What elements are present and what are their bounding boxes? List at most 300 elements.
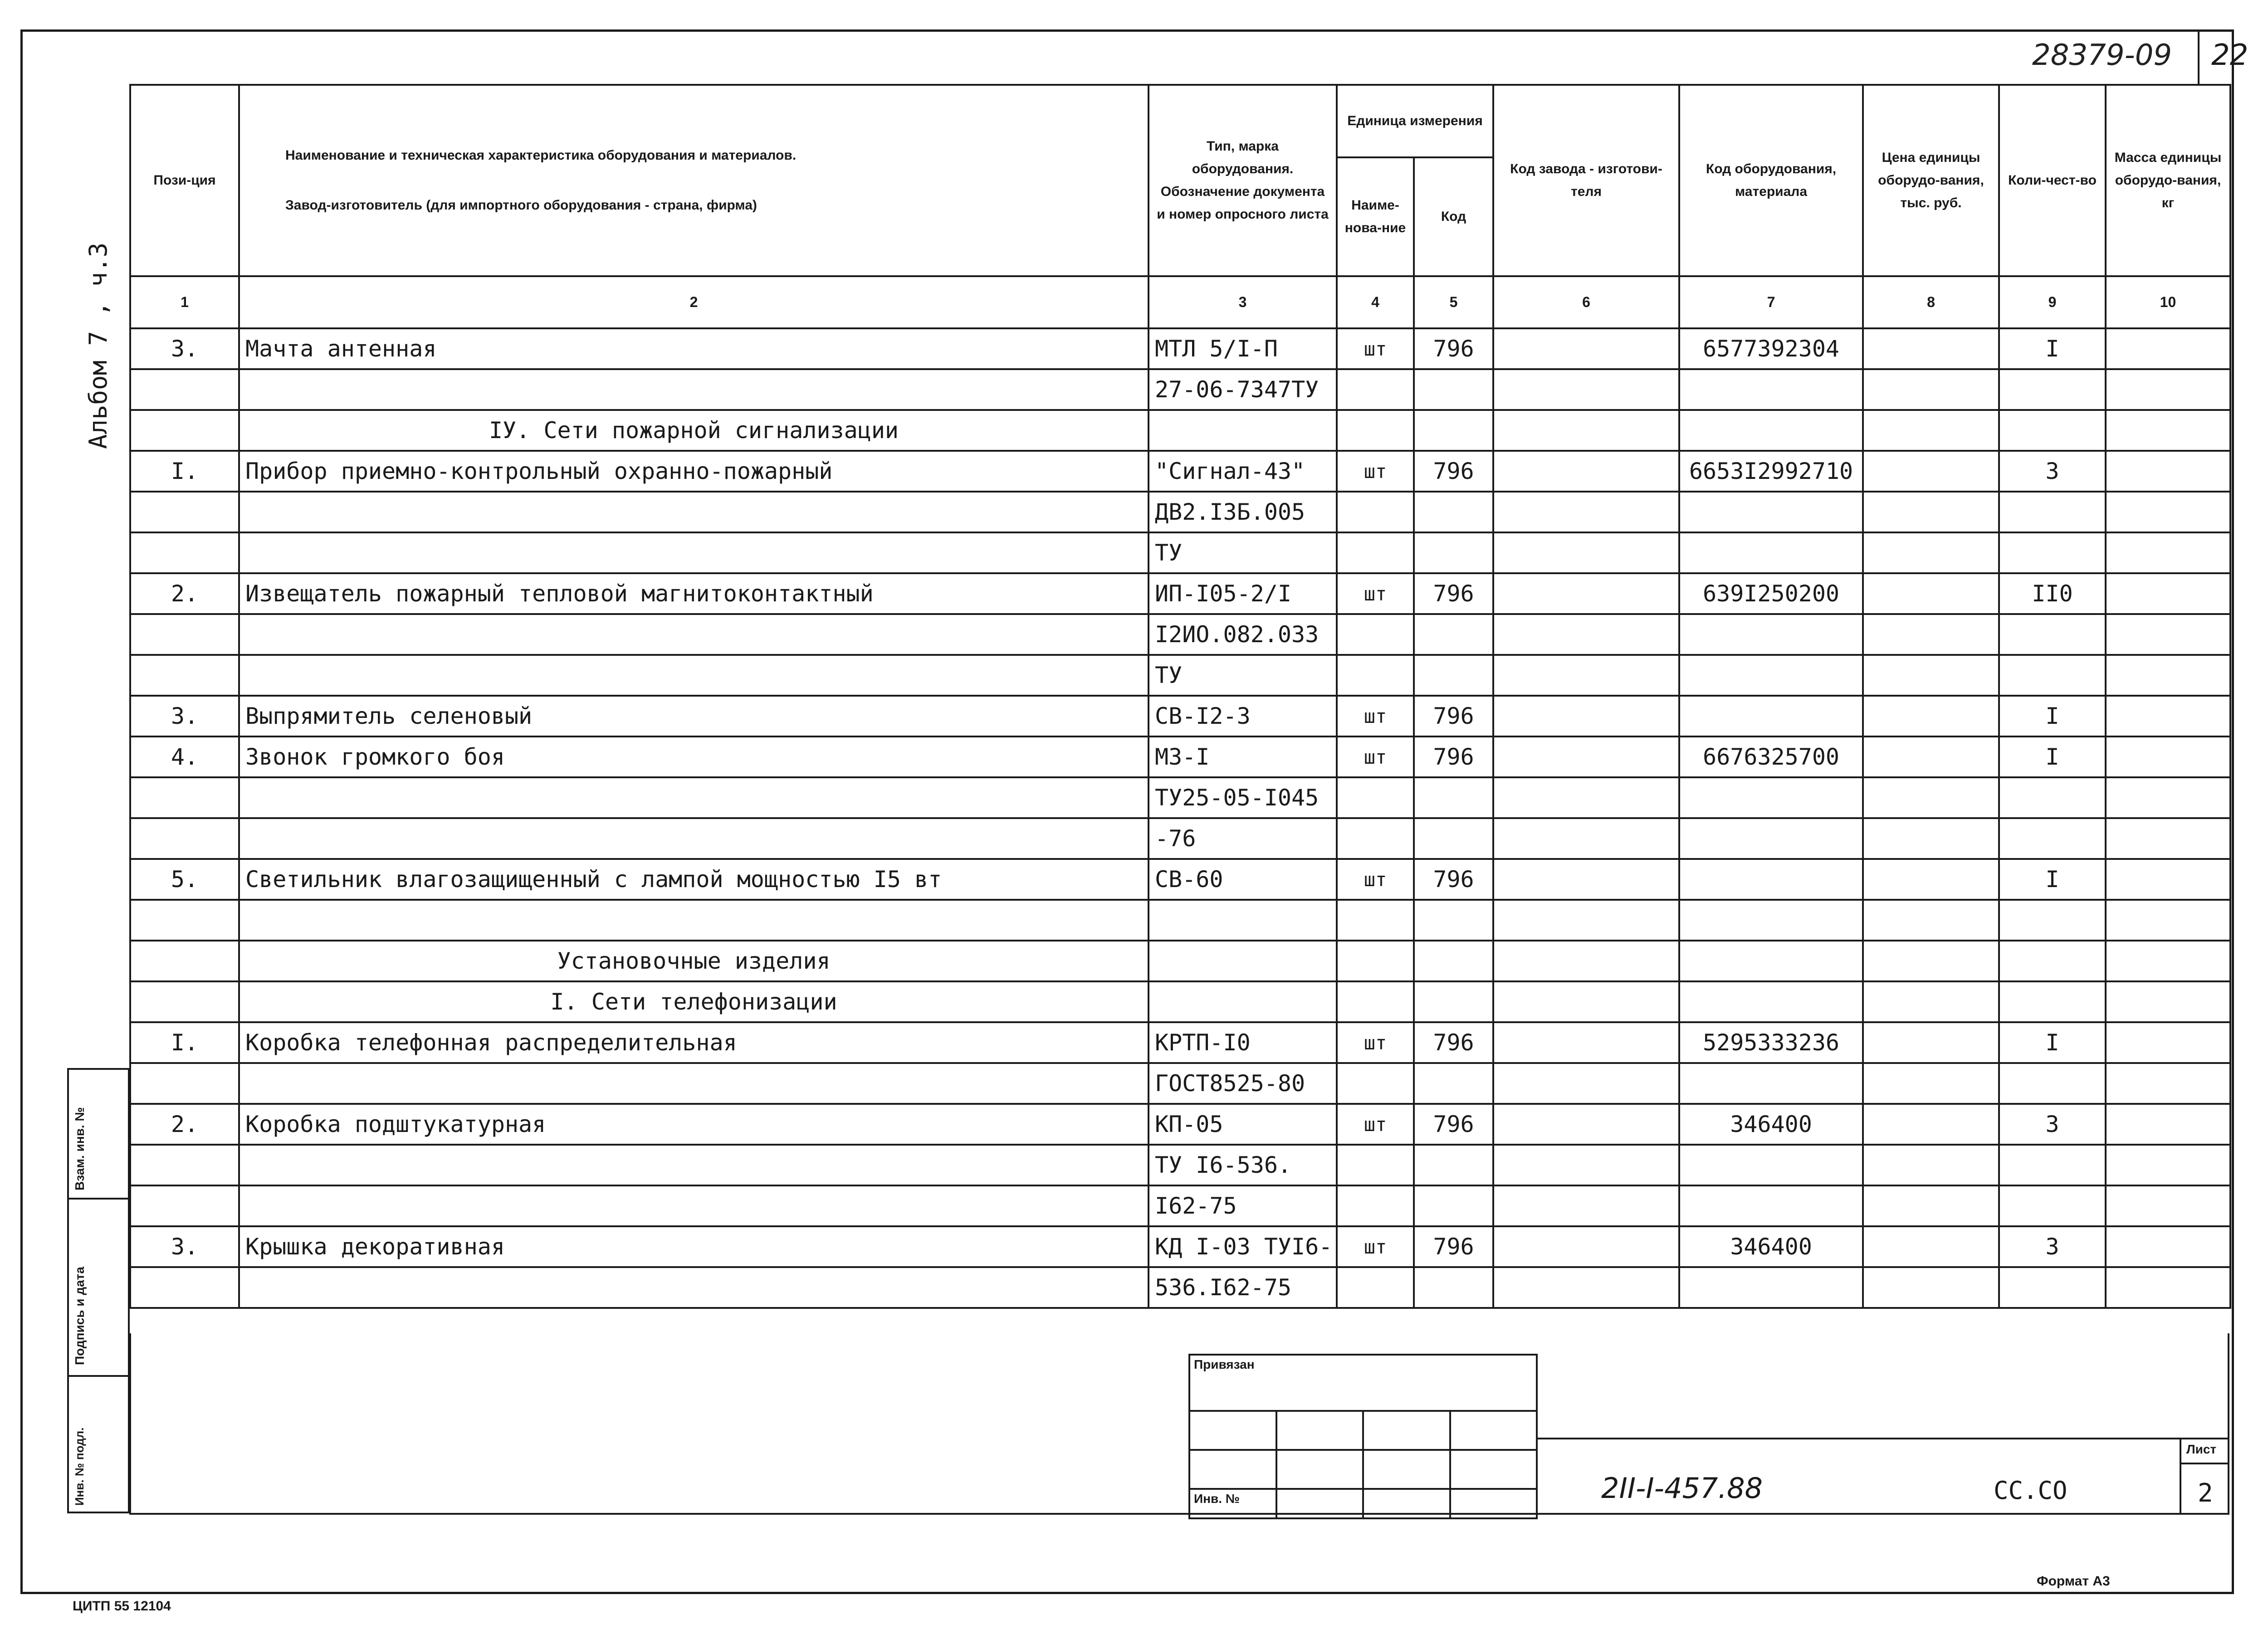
cell-price	[1863, 981, 1999, 1022]
cell-position: 2.	[130, 1104, 239, 1145]
cell-equipment-code: 346400	[1679, 1226, 1863, 1267]
cell-position: I.	[130, 451, 239, 492]
cell-unit-code	[1414, 1145, 1493, 1185]
cell-position	[130, 1063, 239, 1104]
cell-equipment-code: 5295333236	[1679, 1022, 1863, 1063]
cell-equipment-code	[1679, 655, 1863, 696]
cell-quantity	[1999, 532, 2106, 573]
cell-unit-name	[1337, 981, 1414, 1022]
cell-price	[1863, 818, 1999, 859]
cell-equipment-code: 6676325700	[1679, 737, 1863, 777]
section-row	[130, 981, 2230, 1022]
cell-type: КРТП-I0	[1149, 1022, 1337, 1063]
cell-name	[239, 1063, 1149, 1104]
header-name-line1: Наименование и техническая характеристика оборудования и материалов.	[285, 148, 797, 163]
cell-price	[1863, 1104, 1999, 1145]
cell-price	[1863, 410, 1999, 451]
cell-mass	[2106, 1022, 2230, 1063]
table-row	[130, 1145, 2230, 1185]
cell-quantity: 3	[1999, 1226, 2106, 1267]
cell-unit-code: 796	[1414, 859, 1493, 900]
cell-unit-code	[1414, 818, 1493, 859]
header-equipment-code: Код оборудования, материала	[1679, 85, 1863, 276]
cell-name: Коробка телефонная распределительная	[239, 1022, 1149, 1063]
cell-name	[239, 818, 1149, 859]
cell-quantity	[1999, 941, 2106, 981]
column-number: 4	[1337, 276, 1414, 328]
document-number: 28379-09	[2032, 39, 2172, 72]
cell-position: 3.	[130, 328, 239, 369]
cell-unit-name	[1337, 410, 1414, 451]
cell-unit-name: шт	[1337, 1022, 1414, 1063]
cell-section-title: I. Сети телефонизации	[239, 981, 1149, 1022]
cell-mass	[2106, 737, 2230, 777]
cell-mass	[2106, 777, 2230, 818]
cell-type: ДВ2.I3Б.005	[1149, 492, 1337, 532]
cell-type: ТУ	[1149, 532, 1337, 573]
table-row	[130, 451, 2230, 492]
attachment-stamp	[1188, 1354, 1538, 1519]
cell-mass	[2106, 1063, 2230, 1104]
cell-quantity	[1999, 1063, 2106, 1104]
cell-quantity: I	[1999, 1022, 2106, 1063]
cell-factory-code	[1493, 1226, 1679, 1267]
side-label-sign-date: Подпись и дата	[73, 1267, 87, 1365]
cell-mass	[2106, 900, 2230, 941]
column-number: 1	[130, 276, 239, 328]
table-row	[130, 492, 2230, 532]
cell-type: КД I-03 ТУI6-	[1149, 1226, 1337, 1267]
cell-unit-name	[1337, 369, 1414, 410]
cell-factory-code	[1493, 777, 1679, 818]
header-unit-name: Наиме-нова-ние	[1337, 157, 1414, 276]
cell-unit-code	[1414, 410, 1493, 451]
cell-type: МТЛ 5/I-П	[1149, 328, 1337, 369]
cell-price	[1863, 1185, 1999, 1226]
table-row	[130, 655, 2230, 696]
cell-quantity: II0	[1999, 573, 2106, 614]
cell-type	[1149, 941, 1337, 981]
header-name	[239, 85, 1149, 276]
table-row	[130, 328, 2230, 369]
cell-name: Светильник влагозащищенный с лампой мощностью I5 вт	[239, 859, 1149, 900]
cell-factory-code	[1493, 1104, 1679, 1145]
stamp-cell	[1450, 1450, 1537, 1489]
cell-position: I.	[130, 1022, 239, 1063]
cell-mass	[2106, 328, 2230, 369]
cell-price	[1863, 1226, 1999, 1267]
cell-name	[239, 655, 1149, 696]
cell-unit-name	[1337, 941, 1414, 981]
cell-mass	[2106, 532, 2230, 573]
cell-unit-code: 796	[1414, 1104, 1493, 1145]
cell-mass	[2106, 614, 2230, 655]
cell-type: 27-06-7347ТУ	[1149, 369, 1337, 410]
cell-type: КП-05	[1149, 1104, 1337, 1145]
cell-mass	[2106, 1185, 2230, 1226]
table-row	[130, 737, 2230, 777]
table-row	[130, 777, 2230, 818]
cell-factory-code	[1493, 859, 1679, 900]
table-row	[130, 614, 2230, 655]
cell-quantity	[1999, 818, 2106, 859]
table-row	[130, 1022, 2230, 1063]
cell-factory-code	[1493, 328, 1679, 369]
cell-price	[1863, 532, 1999, 573]
table-row	[130, 818, 2230, 859]
header-unit-group: Единица измерения	[1337, 85, 1493, 157]
cell-factory-code	[1493, 1145, 1679, 1185]
cell-position: 4.	[130, 737, 239, 777]
cell-type: МЗ-I	[1149, 737, 1337, 777]
cell-type: ТУ25-05-I045	[1149, 777, 1337, 818]
cell-factory-code	[1493, 1022, 1679, 1063]
cell-unit-name	[1337, 1145, 1414, 1185]
cell-name: Извещатель пожарный тепловой магнитоконтактный	[239, 573, 1149, 614]
column-number: 6	[1493, 276, 1679, 328]
cell-unit-code	[1414, 941, 1493, 981]
side-label-inv-podl: Инв. № подл.	[73, 1427, 86, 1506]
cell-equipment-code	[1679, 1145, 1863, 1185]
cell-quantity: I	[1999, 737, 2106, 777]
cell-unit-name: шт	[1337, 737, 1414, 777]
footer-org: ЦИТП 55 12104	[73, 1599, 171, 1614]
stamp-cell	[1363, 1450, 1450, 1489]
cell-factory-code	[1493, 451, 1679, 492]
cell-quantity: I	[1999, 328, 2106, 369]
cell-name: Прибор приемно-контрольный охранно-пожарный	[239, 451, 1149, 492]
cell-position	[130, 492, 239, 532]
cell-price	[1863, 614, 1999, 655]
cell-position	[130, 941, 239, 981]
cell-unit-name	[1337, 777, 1414, 818]
side-label-inv-vzam: Взам. инв. №	[73, 1107, 87, 1190]
cell-unit-name	[1337, 532, 1414, 573]
cell-price	[1863, 900, 1999, 941]
sheet-number: 2	[2198, 1478, 2213, 1508]
cell-unit-name: шт	[1337, 1226, 1414, 1267]
header-quantity: Коли-чест-во	[1999, 85, 2106, 276]
table-row	[130, 1267, 2230, 1308]
cell-section-title: IУ. Сети пожарной сигнализации	[239, 410, 1149, 451]
cell-name	[239, 369, 1149, 410]
cell-unit-code	[1414, 492, 1493, 532]
cell-name	[239, 1267, 1149, 1308]
cell-equipment-code: 346400	[1679, 1104, 1863, 1145]
cell-unit-code	[1414, 1063, 1493, 1104]
cell-name: Крышка декоративная	[239, 1226, 1149, 1267]
cell-position: 3.	[130, 696, 239, 737]
stamp-attached-label: Привязан	[1189, 1355, 1537, 1411]
cell-unit-code: 796	[1414, 696, 1493, 737]
cell-equipment-code: 6577392304	[1679, 328, 1863, 369]
cell-unit-name	[1337, 492, 1414, 532]
cell-price	[1863, 369, 1999, 410]
cell-unit-name: шт	[1337, 1104, 1414, 1145]
cell-name	[239, 614, 1149, 655]
cell-equipment-code	[1679, 777, 1863, 818]
stamp-cell	[1363, 1411, 1450, 1450]
cell-price	[1863, 451, 1999, 492]
cell-position	[130, 1267, 239, 1308]
cell-quantity	[1999, 614, 2106, 655]
cell-type: I2ИО.082.033	[1149, 614, 1337, 655]
cell-unit-code: 796	[1414, 573, 1493, 614]
cell-name	[239, 532, 1149, 573]
cell-equipment-code	[1679, 369, 1863, 410]
cell-unit-code	[1414, 655, 1493, 696]
cell-unit-code	[1414, 981, 1493, 1022]
cell-position: 2.	[130, 573, 239, 614]
cell-factory-code	[1493, 818, 1679, 859]
cell-quantity	[1999, 1185, 2106, 1226]
cell-equipment-code	[1679, 981, 1863, 1022]
cell-equipment-code	[1679, 696, 1863, 737]
cell-price	[1863, 1267, 1999, 1308]
cell-price	[1863, 328, 1999, 369]
cell-position	[130, 655, 239, 696]
cell-name	[239, 492, 1149, 532]
cell-mass	[2106, 696, 2230, 737]
cell-factory-code	[1493, 737, 1679, 777]
cell-type: I62-75	[1149, 1185, 1337, 1226]
cell-price	[1863, 655, 1999, 696]
stamp-cell	[1450, 1489, 1537, 1518]
table-row	[130, 1104, 2230, 1145]
cell-type: 536.I62-75	[1149, 1267, 1337, 1308]
cell-type: ИП-I05-2/I	[1149, 573, 1337, 614]
cell-mass	[2106, 655, 2230, 696]
cell-position	[130, 1145, 239, 1185]
format-label: Формат А3	[2037, 1574, 2110, 1589]
column-number: 8	[1863, 276, 1999, 328]
stamp-cell	[1189, 1450, 1276, 1489]
cell-equipment-code	[1679, 614, 1863, 655]
cell-price	[1863, 859, 1999, 900]
cell-price	[1863, 492, 1999, 532]
stamp-cell	[1276, 1489, 1364, 1518]
table-row	[130, 1185, 2230, 1226]
header-factory-code: Код завода - изготови-теля	[1493, 85, 1679, 276]
cell-equipment-code	[1679, 410, 1863, 451]
table-row	[130, 573, 2230, 614]
cell-unit-name	[1337, 1185, 1414, 1226]
cell-position	[130, 981, 239, 1022]
column-number: 3	[1149, 276, 1337, 328]
stamp-cell	[1276, 1450, 1364, 1489]
header-unit-code: Код	[1414, 157, 1493, 276]
cell-equipment-code: 6653I2992710	[1679, 451, 1863, 492]
cell-unit-code: 796	[1414, 737, 1493, 777]
cell-position	[130, 410, 239, 451]
column-number: 5	[1414, 276, 1493, 328]
cell-quantity	[1999, 1267, 2106, 1308]
cell-factory-code	[1493, 900, 1679, 941]
cell-mass	[2106, 451, 2230, 492]
cell-type: "Сигнал-43"	[1149, 451, 1337, 492]
header-mass: Масса единицы оборудо-вания, кг	[2106, 85, 2230, 276]
header-price: Цена единицы оборудо-вания, тыс. руб.	[1863, 85, 1999, 276]
cell-equipment-code	[1679, 859, 1863, 900]
cell-factory-code	[1493, 614, 1679, 655]
cell-unit-name	[1337, 1063, 1414, 1104]
cell-type: ТУ I6-536.	[1149, 1145, 1337, 1185]
table-row	[130, 532, 2230, 573]
cell-name	[239, 777, 1149, 818]
section-row	[130, 941, 2230, 981]
cell-type: СВ-I2-3	[1149, 696, 1337, 737]
cell-unit-code	[1414, 900, 1493, 941]
cell-position: 3.	[130, 1226, 239, 1267]
cell-price	[1863, 573, 1999, 614]
cell-equipment-code	[1679, 900, 1863, 941]
cell-name	[239, 900, 1149, 941]
cell-quantity	[1999, 981, 2106, 1022]
cell-equipment-code	[1679, 1267, 1863, 1308]
cell-quantity: 3	[1999, 451, 2106, 492]
cell-mass	[2106, 818, 2230, 859]
cell-unit-name	[1337, 1267, 1414, 1308]
cell-equipment-code	[1679, 492, 1863, 532]
cell-name: Выпрямитель селеновый	[239, 696, 1149, 737]
cell-type: ГОСТ8525-80	[1149, 1063, 1337, 1104]
cell-price	[1863, 1022, 1999, 1063]
table-row	[130, 900, 2230, 941]
document-designation: 2II-I-457.88	[1601, 1472, 1763, 1505]
stamp-cell	[1189, 1411, 1276, 1450]
cell-factory-code	[1493, 1267, 1679, 1308]
cell-factory-code	[1493, 1063, 1679, 1104]
stamp-cell	[1450, 1411, 1537, 1450]
cell-quantity	[1999, 492, 2106, 532]
cell-quantity	[1999, 777, 2106, 818]
cell-price	[1863, 1063, 1999, 1104]
cell-quantity	[1999, 369, 2106, 410]
cell-position	[130, 532, 239, 573]
cell-equipment-code	[1679, 1185, 1863, 1226]
cell-mass	[2106, 492, 2230, 532]
column-number: 2	[239, 276, 1149, 328]
section-row	[130, 410, 2230, 451]
column-number: 9	[1999, 276, 2106, 328]
cell-factory-code	[1493, 981, 1679, 1022]
cell-unit-name: шт	[1337, 696, 1414, 737]
cell-unit-name: шт	[1337, 328, 1414, 369]
cell-unit-code	[1414, 369, 1493, 410]
cell-mass	[2106, 941, 2230, 981]
cell-mass	[2106, 369, 2230, 410]
album-label: Альбом 7 , ч.3	[84, 242, 112, 449]
cell-unit-code	[1414, 532, 1493, 573]
cell-unit-name: шт	[1337, 451, 1414, 492]
cell-mass	[2106, 1267, 2230, 1308]
cell-name	[239, 1185, 1149, 1226]
cell-name: Звонок громкого боя	[239, 737, 1149, 777]
cell-name: Мачта антенная	[239, 328, 1149, 369]
cell-position	[130, 777, 239, 818]
cell-factory-code	[1493, 573, 1679, 614]
cell-name	[239, 1145, 1149, 1185]
specification-rows	[130, 328, 2230, 1308]
table-row	[130, 369, 2230, 410]
cell-price	[1863, 696, 1999, 737]
stamp-inv-label: Инв. №	[1189, 1489, 1276, 1518]
cell-price	[1863, 941, 1999, 981]
header-type: Тип, марка оборудования. Обозначение документа и номер опросного листа	[1149, 85, 1337, 276]
cell-mass	[2106, 859, 2230, 900]
page-number-divider	[2198, 29, 2200, 84]
cell-equipment-code: 639I250200	[1679, 573, 1863, 614]
cell-price	[1863, 777, 1999, 818]
cell-factory-code	[1493, 492, 1679, 532]
table-row	[130, 859, 2230, 900]
cell-quantity	[1999, 655, 2106, 696]
cell-quantity	[1999, 1145, 2106, 1185]
cell-quantity: I	[1999, 859, 2106, 900]
cell-unit-code: 796	[1414, 1022, 1493, 1063]
stamp-cell	[1276, 1411, 1364, 1450]
cell-unit-name	[1337, 614, 1414, 655]
page-number: 22	[2211, 39, 2248, 72]
cell-unit-code: 796	[1414, 451, 1493, 492]
column-number: 10	[2106, 276, 2230, 328]
cell-type	[1149, 410, 1337, 451]
cell-name: Коробка подштукатурная	[239, 1104, 1149, 1145]
cell-type	[1149, 900, 1337, 941]
cell-unit-name	[1337, 900, 1414, 941]
cell-equipment-code	[1679, 1063, 1863, 1104]
cell-unit-code	[1414, 777, 1493, 818]
cell-mass	[2106, 1104, 2230, 1145]
cell-position	[130, 1185, 239, 1226]
cell-equipment-code	[1679, 941, 1863, 981]
cell-mass	[2106, 1226, 2230, 1267]
cell-unit-name: шт	[1337, 573, 1414, 614]
cell-position	[130, 900, 239, 941]
cell-unit-code	[1414, 614, 1493, 655]
cell-type	[1149, 981, 1337, 1022]
cell-quantity: I	[1999, 696, 2106, 737]
cell-section-title: Установочные изделия	[239, 941, 1149, 981]
table-row	[130, 1063, 2230, 1104]
header-name-line2: Завод-изготовитель (для импортного оборудования - страна, фирма)	[285, 198, 757, 213]
cell-position	[130, 614, 239, 655]
cell-factory-code	[1493, 696, 1679, 737]
cell-factory-code	[1493, 410, 1679, 451]
cell-quantity: 3	[1999, 1104, 2106, 1145]
table-row	[130, 696, 2230, 737]
cell-unit-name: шт	[1337, 859, 1414, 900]
sheet-label: Лист	[2186, 1442, 2217, 1456]
stamp-cell	[1363, 1489, 1450, 1518]
cell-quantity	[1999, 410, 2106, 451]
sheet-code: СС.СО	[1994, 1476, 2068, 1505]
cell-type: ТУ	[1149, 655, 1337, 696]
cell-unit-name	[1337, 655, 1414, 696]
cell-position: 5.	[130, 859, 239, 900]
cell-unit-code: 796	[1414, 1226, 1493, 1267]
cell-factory-code	[1493, 655, 1679, 696]
cell-price	[1863, 737, 1999, 777]
cell-unit-name	[1337, 818, 1414, 859]
cell-factory-code	[1493, 1185, 1679, 1226]
cell-equipment-code	[1679, 818, 1863, 859]
cell-unit-code	[1414, 1185, 1493, 1226]
table-row	[130, 1226, 2230, 1267]
cell-mass	[2106, 1145, 2230, 1185]
cell-factory-code	[1493, 532, 1679, 573]
sheet-label-divider	[2180, 1463, 2229, 1464]
